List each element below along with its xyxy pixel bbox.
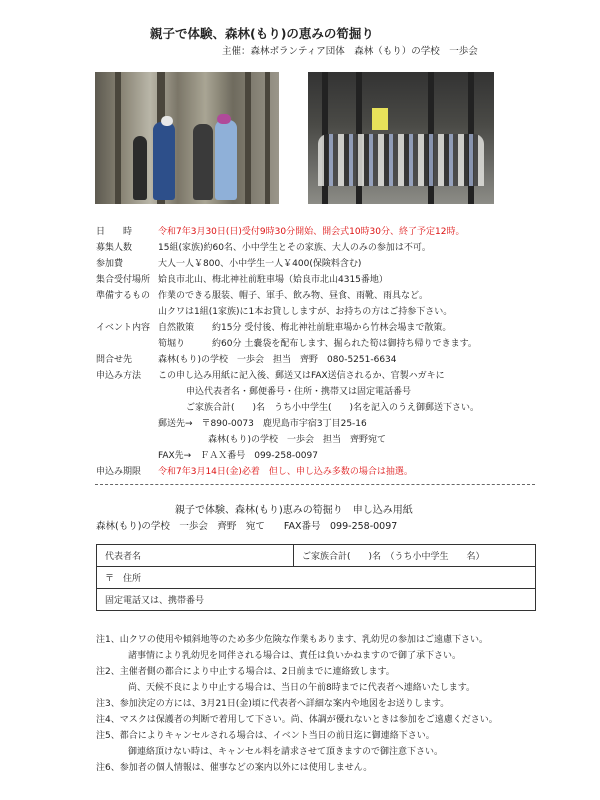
method-value-3: ご家族合計( )名 うち小中学生( )名を記入のうえ御郵送下さい。 bbox=[186, 403, 480, 413]
items-label: 準備するもの bbox=[96, 291, 151, 301]
note-5b: 御連絡頂けない時は、キャンセル料を請求させて頂きますので御注意下さい。 bbox=[110, 747, 444, 757]
organizer-line: 主催：森林ボランティア団体 森林（もり）の学校 一歩会 bbox=[222, 46, 478, 57]
application-form-table bbox=[96, 544, 536, 611]
deadline-label: 申込み期限 bbox=[96, 467, 142, 477]
fee-value: 大人一人￥800、小中学生一人￥400(保険料含む) bbox=[158, 259, 362, 269]
event-label: イベント内容 bbox=[96, 323, 151, 333]
method-value: この申し込み用紙に記入後、郵送又はFAX送信されるか、官製ハガキに bbox=[158, 371, 445, 381]
mail-value: 郵送先→ 〒890-0073 鹿児島市宇宿3丁目25-16 bbox=[158, 419, 367, 429]
items-value: 作業のできる服装、帽子、軍手、飲み物、昼食、雨靴、雨具など。 bbox=[158, 291, 429, 301]
recruit-label: 募集人数 bbox=[96, 243, 133, 253]
note-4: 注4、マスクは保護者の判断で着用して下さい。尚、体調が優れないときは参加をご遠慮ください。 bbox=[96, 715, 498, 725]
group-photo bbox=[308, 72, 494, 204]
recruit-value: 15組(家族)約60名、小中学生とその家族、大人のみの参加は不可。 bbox=[158, 243, 431, 253]
note-6: 注6、参加者の個人情報は、催事などの案内以外には使用しません。 bbox=[96, 763, 373, 773]
page-title: 親子で体験、森林(もり)の恵みの筍掘り bbox=[150, 26, 374, 41]
place-value: 姶良市北山、梅北神社前駐車場（姶良市北山4315番地） bbox=[158, 275, 388, 285]
mail-value-2: 森林(もり)の学校 一歩会 担当 齊野宛て bbox=[208, 435, 387, 445]
method-value-2: 申込代表者名・郵便番号・住所・携帯又は固定電話番号 bbox=[186, 387, 412, 397]
phone-cell[interactable]: 固定電話又は、携帯番号 bbox=[97, 589, 536, 611]
note-2b: 尚、天候不良により中止する場合は、当日の午前8時までに代表者へ連絡いたします。 bbox=[110, 683, 476, 693]
place-label: 集合受付場所 bbox=[96, 275, 151, 285]
contact-label: 問合せ先 bbox=[96, 355, 133, 365]
note-1b: 諸事情により乳幼児を同伴される場合は、責任は負いかねますので御了承下さい。 bbox=[110, 651, 462, 661]
items-value-2: 山クワは1組(1家族)に1本お貸ししますが、お持ちの方はご持参下さい。 bbox=[158, 307, 453, 317]
form-title: 親子で体験、森林(もり)恵みの筍掘り 申し込み用紙 bbox=[175, 505, 413, 516]
date-label: 日 時 bbox=[96, 227, 133, 237]
fax-value: FAX先→ ＦＡＸ番号 099-258-0097 bbox=[158, 451, 318, 461]
note-2: 注2、主催者側の都合により中止する場合は、2日前までに連絡致します。 bbox=[96, 667, 395, 677]
note-3: 注3、参加決定の方には、3月21日(金)頃に代表者へ詳細な案内や地図をお送りします。 bbox=[96, 699, 450, 709]
fee-label: 参加費 bbox=[96, 259, 124, 269]
note-5: 注5、都合によりキャンセルされる場合は、イベント当日の前日迄に御連絡下さい。 bbox=[96, 731, 435, 741]
family-count-cell[interactable]: ご家族合計( )名 （うち小中学生 名） bbox=[294, 545, 536, 567]
cut-line bbox=[95, 484, 535, 485]
contact-value: 森林(もり)の学校 一歩会 担当 齊野 080-5251-6634 bbox=[158, 355, 397, 365]
note-1: 注1、山クワの使用や傾斜地等のため多少危険な作業もあります、乳幼児の参加はご遠慮下さい。 bbox=[96, 635, 489, 645]
method-label: 申込み方法 bbox=[96, 371, 142, 381]
bamboo-grove-photo bbox=[95, 72, 279, 204]
form-address-line: 森林(もり)の学校 一歩会 齊野 宛て FAX番号 099-258-0097 bbox=[96, 521, 398, 532]
event-value-2: 筍堀り 約60分 土嚢袋を配布します、掘られた筍は御持ち帰りできます。 bbox=[158, 339, 477, 349]
event-value: 自然散策 約15分 受付後、梅北神社前駐車場から竹林会場まで散策。 bbox=[158, 323, 452, 333]
rep-name-cell[interactable]: 代表者名 bbox=[97, 545, 294, 567]
address-cell[interactable]: 〒 住所 bbox=[97, 567, 536, 589]
deadline-value: 令和7年3月14日(金)必着 但し、申し込み多数の場合は抽選。 bbox=[158, 467, 413, 477]
date-value: 令和7年3月30日(日)受付9時30分開始、開会式10時30分、終了予定12時。 bbox=[158, 227, 465, 237]
